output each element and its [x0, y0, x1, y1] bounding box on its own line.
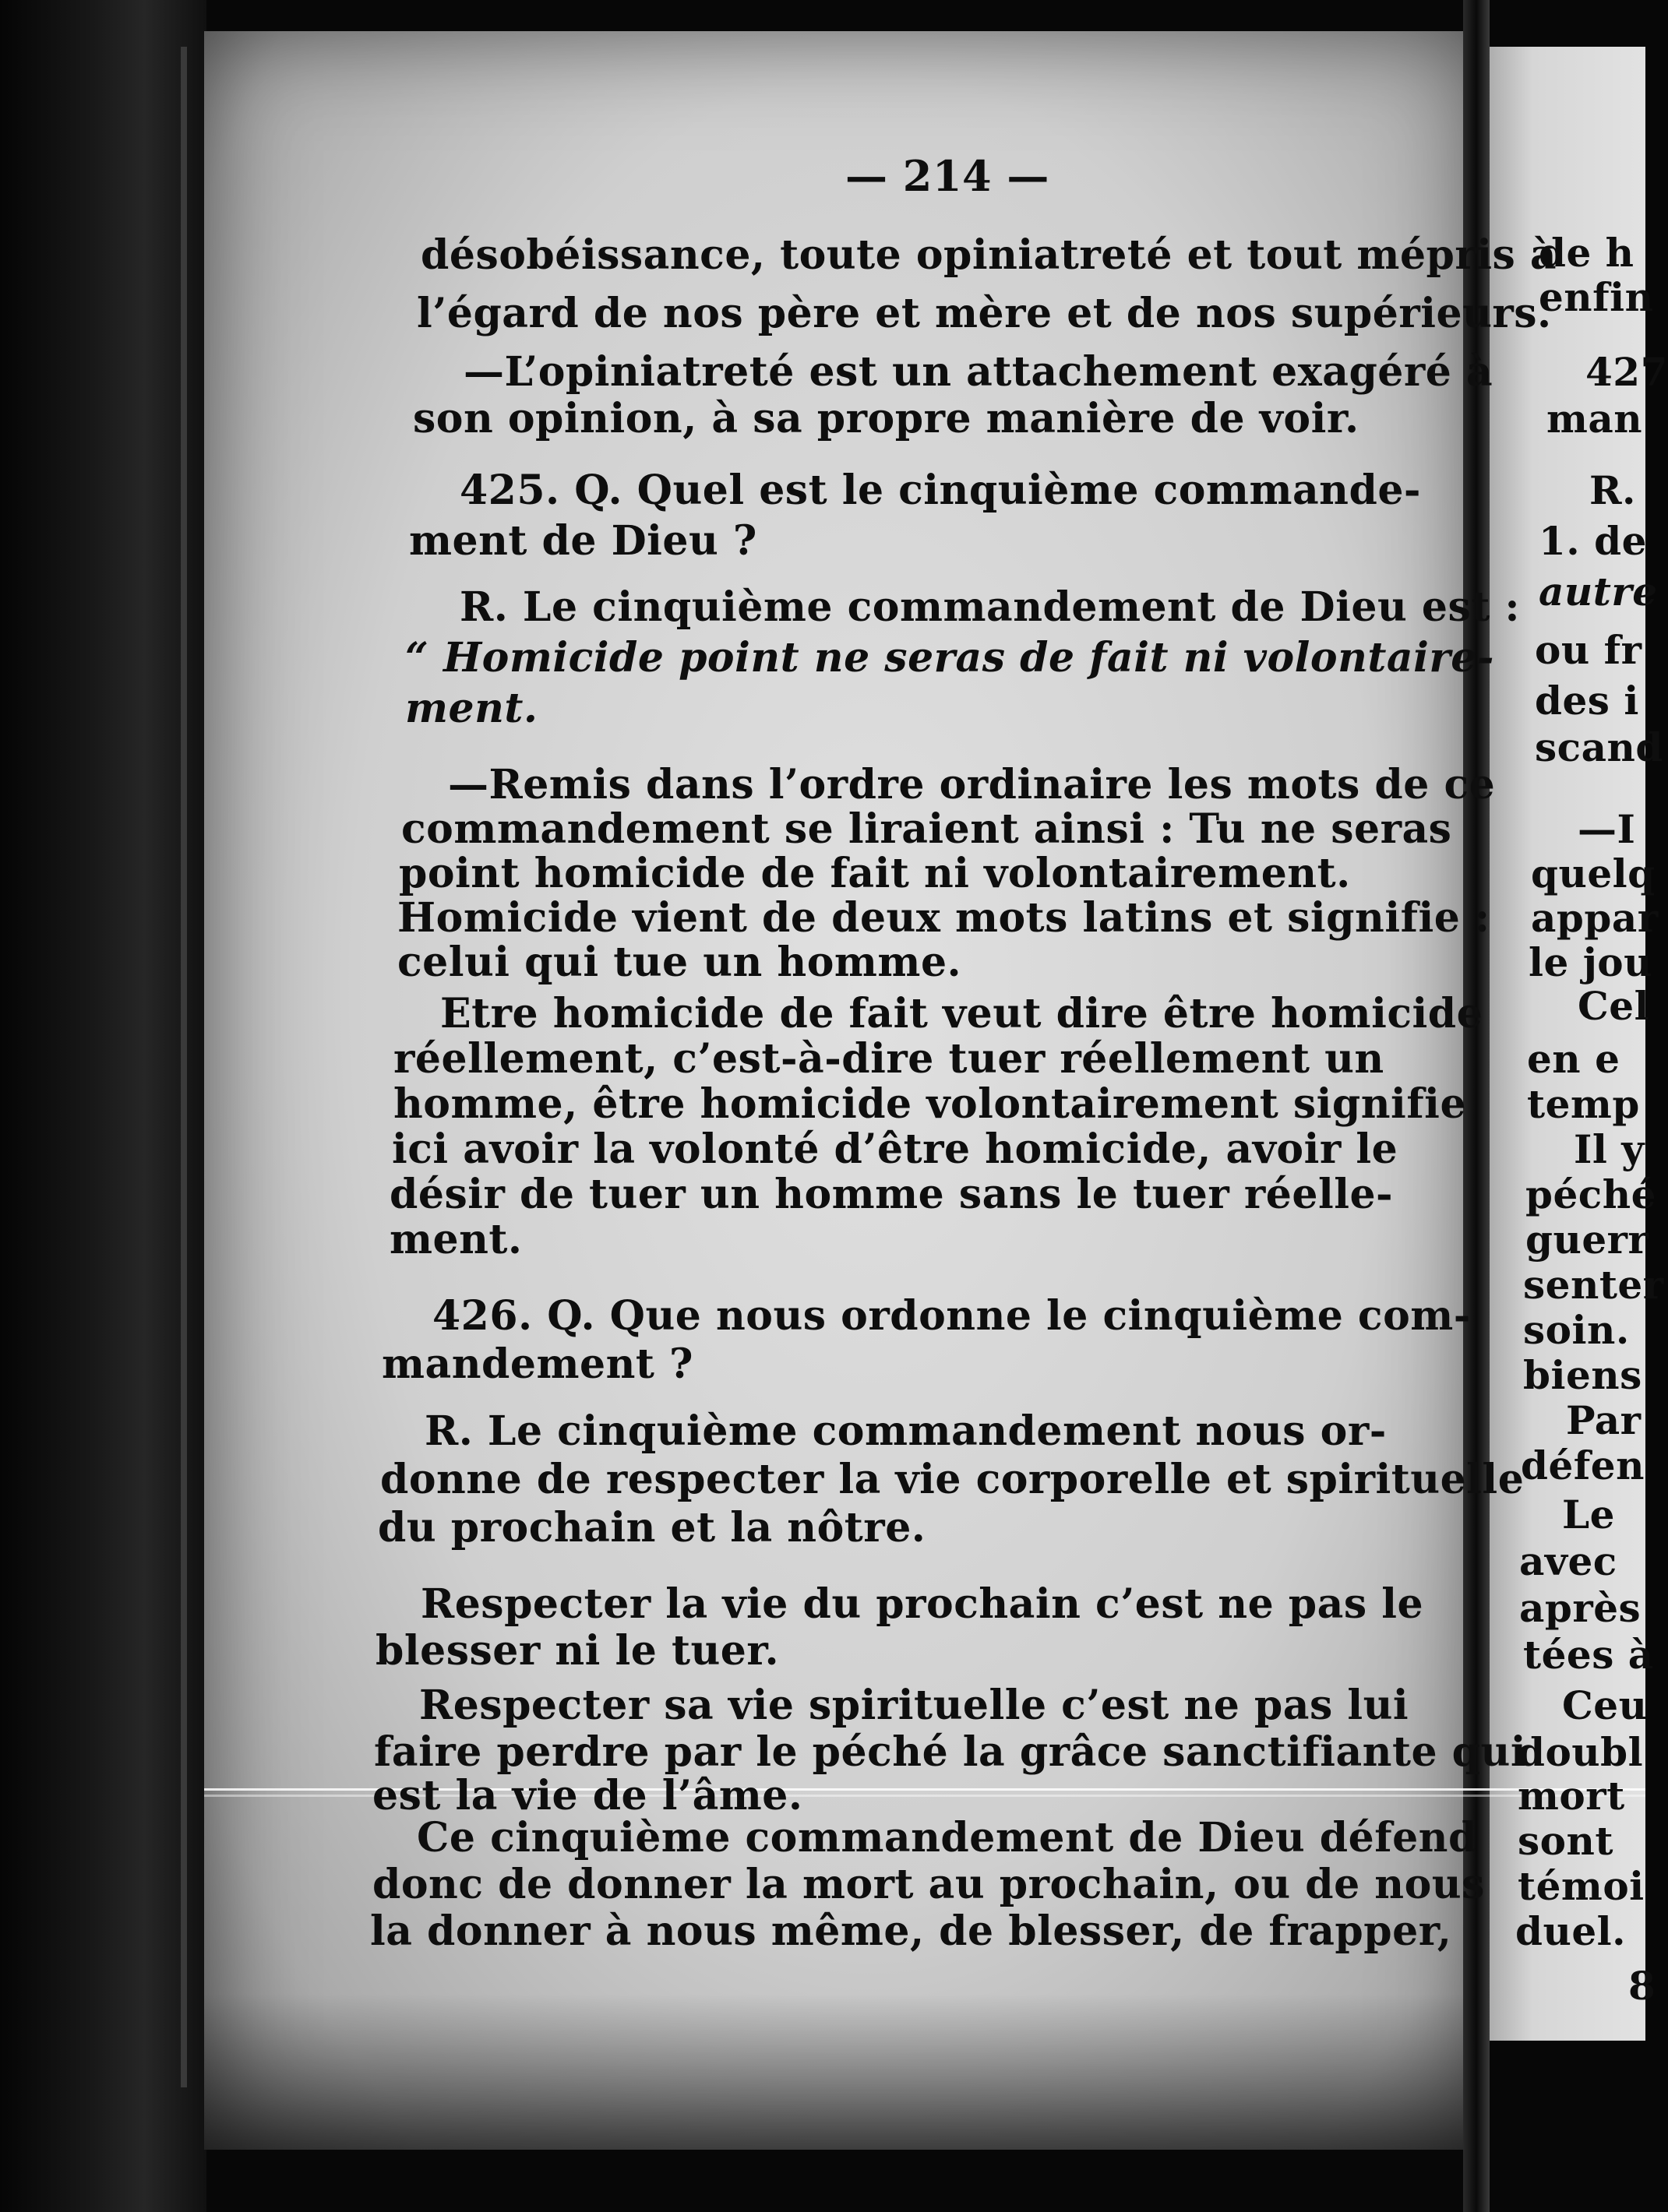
right-page-fragment: autre: [1539, 569, 1658, 615]
right-page-fragment: duel.: [1515, 1908, 1627, 1954]
right-page-fragment: tées à: [1523, 1632, 1654, 1678]
text-line: celui qui tue un homme.: [397, 939, 962, 986]
text-line: la donner à nous même, de blesser, de frapper,: [370, 1907, 1452, 1955]
right-page-fragment: en e: [1527, 1036, 1620, 1082]
right-page-fragment: —I: [1578, 806, 1636, 852]
right-page-fragment: man: [1546, 396, 1643, 442]
right-page-fragment: péché: [1525, 1171, 1656, 1217]
answer-line: “ Homicide point ne seras de fait ni volontaire-: [405, 634, 1494, 682]
text-line: Etre homicide de fait veut dire être homicide: [440, 990, 1483, 1037]
binding-edge: [181, 47, 187, 2087]
text-line: Homicide vient de deux mots latins et signifie :: [397, 894, 1490, 942]
right-page-fragment: 1. de: [1539, 518, 1647, 564]
right-page-fragment: biens: [1523, 1352, 1642, 1398]
right-page-fragment: Cel: [1578, 983, 1650, 1029]
text-line: ment.: [390, 1216, 523, 1263]
text-line: Respecter sa vie spirituelle c’est ne pas lui: [419, 1682, 1409, 1729]
question-line: ment de Dieu ?: [409, 517, 757, 565]
right-page-fragment: 427: [1585, 349, 1668, 395]
right-page-fragment: des i: [1535, 678, 1639, 724]
answer-line: du prochain et la nôtre.: [378, 1504, 926, 1552]
page-bottom-shadow: [204, 1994, 1482, 2150]
right-page-fragment: après: [1519, 1585, 1642, 1631]
right-page-fragment: de h: [1539, 230, 1634, 276]
text-line: blesser ni le tuer.: [376, 1627, 780, 1675]
right-page-fragment: Par: [1566, 1397, 1642, 1443]
right-page-fragment: enfin: [1539, 274, 1654, 320]
right-page-fragment: appar: [1531, 895, 1659, 941]
question-line: mandement ?: [382, 1340, 693, 1388]
right-page-fragment: avec: [1519, 1538, 1617, 1584]
text-line: —Remis dans l’ordre ordinaire les mots de ce: [448, 761, 1496, 808]
right-page-fragment: Ceu: [1562, 1682, 1648, 1728]
text-line: —L’opiniatreté est un attachement exagéré à: [464, 348, 1493, 396]
right-page-fragment: mort: [1518, 1773, 1625, 1819]
text-line: l’égard de nos père et mère et de nos supérieurs.: [417, 290, 1552, 337]
text-line: Respecter la vie du prochain c’est ne pas le: [421, 1580, 1424, 1628]
text-line: homme, être homicide volontairement signifie: [393, 1080, 1467, 1128]
right-page-fragment: senter: [1523, 1262, 1664, 1308]
text-line: ici avoir la volonté d’être homicide, avoir le: [392, 1125, 1398, 1173]
text-line: commandement se liraient ainsi : Tu ne seras: [401, 805, 1452, 853]
right-page-fragment: temp: [1527, 1081, 1640, 1127]
text-line: Ce cinquième commandement de Dieu défend: [417, 1814, 1477, 1862]
right-page-fragment: 8: [1628, 1963, 1656, 2009]
right-page-fragment: témoi: [1518, 1863, 1645, 1909]
right-page-fragment: sont: [1518, 1818, 1613, 1864]
right-page-fragment: R.: [1589, 467, 1636, 513]
right-page-fragment: défen: [1521, 1442, 1645, 1488]
answer-line: R. Le cinquième commandement de Dieu est :: [460, 583, 1521, 631]
right-page-fragment: guerr: [1525, 1217, 1649, 1263]
page-number: — 214 —: [845, 151, 1049, 201]
text-line: donc de donner la mort au prochain, ou de nous: [372, 1861, 1485, 1908]
right-page-fragment: doubl: [1518, 1729, 1644, 1775]
text-line: désobéissance, toute opiniatreté et tout mépris à: [421, 231, 1557, 279]
answer-line: donne de respecter la vie corporelle et spirituelle: [380, 1456, 1525, 1503]
text-line: point homicide de fait ni volontairement.: [399, 850, 1351, 897]
right-page-fragment: ou fr: [1535, 627, 1642, 673]
text-line: est la vie de l’âme.: [372, 1772, 803, 1819]
book-binding: [0, 0, 206, 2212]
right-page-fragment: scand: [1535, 724, 1663, 770]
text-line: désir de tuer un homme sans le tuer réelle-: [390, 1171, 1394, 1218]
text-line: faire perdre par le péché la grâce sanctifiante qui: [374, 1728, 1527, 1776]
right-page-fragment: le jou: [1529, 939, 1653, 985]
question-line: 426. Q. Que nous ordonne le cinquième com-: [432, 1292, 1471, 1340]
right-page-fragment: Il y: [1574, 1126, 1645, 1172]
answer-line: R. Le cinquième commandement nous or-: [425, 1407, 1387, 1455]
text-line: son opinion, à sa propre manière de voir.: [413, 395, 1359, 442]
right-page-fragment: quelq: [1531, 851, 1656, 896]
question-line: 425. Q. Quel est le cinquième commande-: [460, 467, 1421, 514]
answer-line: ment.: [405, 685, 538, 732]
right-page-fragment: Le: [1562, 1492, 1615, 1537]
text-line: réellement, c’est-à-dire tuer réellement un: [393, 1035, 1384, 1083]
right-page-fragment: soin.: [1523, 1307, 1630, 1353]
